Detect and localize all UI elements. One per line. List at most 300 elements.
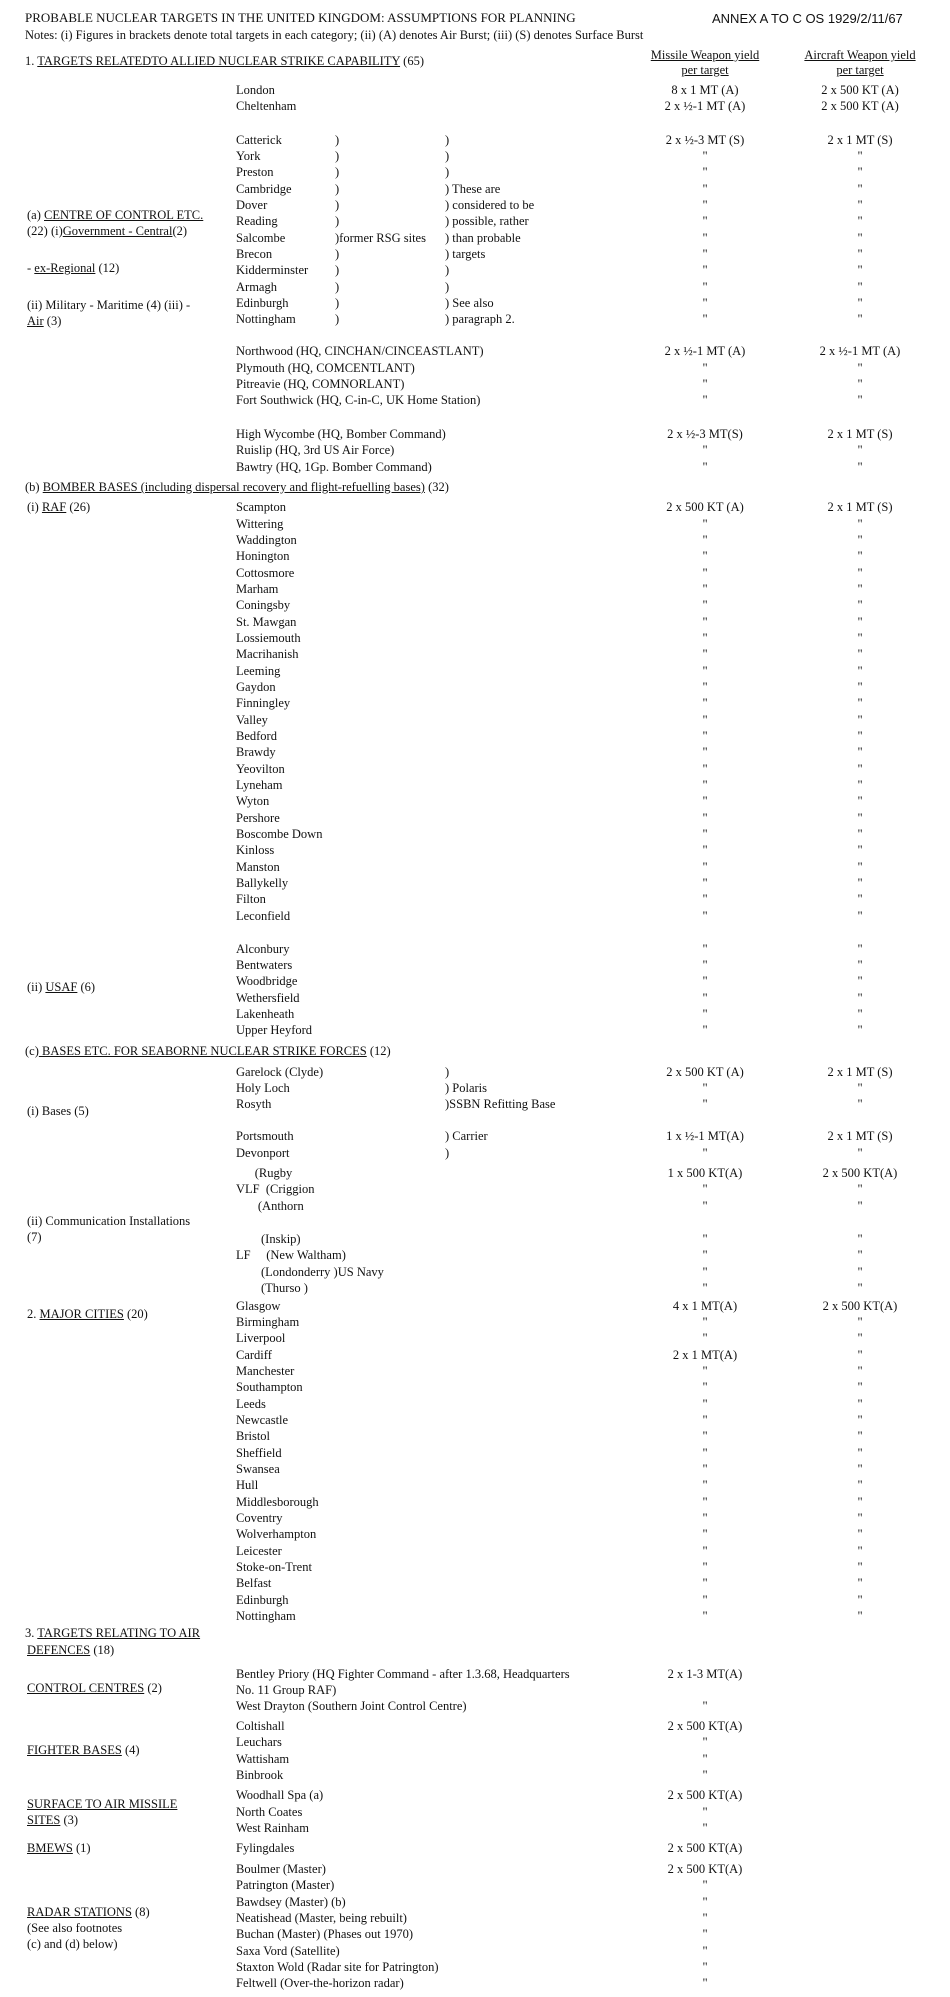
target-row bbox=[0, 262, 950, 278]
target-name: Armagh bbox=[236, 280, 277, 294]
target-name: Fort Southwick (HQ, C-in-C, UK Home Station) bbox=[236, 393, 481, 407]
target-row bbox=[0, 793, 950, 809]
target-name: Leicester bbox=[236, 1544, 282, 1558]
section-1-heading: 1. TARGETS RELATEDTO ALLIED NUCLEAR STRIKE CAPABILITY (65) bbox=[25, 54, 424, 68]
aircraft-yield-cell: " bbox=[857, 745, 863, 759]
target-row bbox=[0, 1820, 950, 1836]
bracket-note: ) bbox=[445, 149, 450, 163]
missile-yield-cell: " bbox=[702, 1023, 708, 1037]
target-name: Liverpool bbox=[236, 1331, 286, 1345]
target-row bbox=[0, 213, 950, 229]
bracket-note: ) bbox=[445, 165, 450, 179]
missile-yield-cell: " bbox=[702, 1146, 708, 1160]
target-name: Macrihanish bbox=[236, 647, 299, 661]
target-name: Lakenheath bbox=[236, 1007, 295, 1021]
missile-yield-cell: " bbox=[702, 843, 708, 857]
missile-yield-cell: " bbox=[702, 566, 708, 580]
target-row bbox=[0, 826, 950, 842]
target-row bbox=[0, 1575, 950, 1591]
missile-yield-cell: " bbox=[702, 631, 708, 645]
document-title: PROBABLE NUCLEAR TARGETS IN THE UNITED KINGDOM: ASSUMPTIONS FOR PLANNING bbox=[25, 10, 576, 25]
target-row bbox=[0, 630, 950, 646]
target-row bbox=[0, 646, 950, 662]
aircraft-yield-cell: " bbox=[857, 1478, 863, 1492]
target-row bbox=[0, 941, 950, 957]
target-name: Northwood (HQ, CINCHAN/CINCEASTLANT) bbox=[236, 344, 484, 358]
missile-yield-cell: " bbox=[702, 909, 708, 923]
target-row bbox=[0, 1751, 950, 1767]
target-row bbox=[0, 1064, 950, 1080]
target-name: Coltishall bbox=[236, 1719, 285, 1733]
missile-yield-cell: " bbox=[702, 1478, 708, 1492]
missile-yield-cell: " bbox=[702, 958, 708, 972]
aircraft-yield-cell: 2 x 1 MT (S) bbox=[827, 427, 893, 441]
aircraft-yield-cell: " bbox=[857, 729, 863, 743]
missile-yield-cell: " bbox=[702, 991, 708, 1005]
target-row bbox=[0, 516, 950, 532]
aircraft-yield-cell: " bbox=[857, 361, 863, 375]
target-name: Leeming bbox=[236, 664, 281, 678]
aircraft-yield-cell: " bbox=[857, 517, 863, 531]
bmews-label: BMEWS (1) bbox=[27, 1841, 91, 1855]
aircraft-yield-cell: " bbox=[857, 296, 863, 310]
target-row bbox=[0, 1280, 950, 1296]
target-row bbox=[0, 859, 950, 875]
target-row bbox=[0, 1396, 950, 1412]
target-name: Cottosmore bbox=[236, 566, 295, 580]
target-name: Brawdy bbox=[236, 745, 276, 759]
missile-yield-cell: 2 x 500 KT (A) bbox=[666, 1065, 744, 1079]
communication-count-label: (7) bbox=[27, 1230, 42, 1244]
target-name: Salcombe bbox=[236, 231, 286, 245]
target-name: Ballykelly bbox=[236, 876, 289, 890]
target-name: Nottingham bbox=[236, 1609, 296, 1623]
aircraft-yield-cell: " bbox=[857, 664, 863, 678]
missile-yield-cell: " bbox=[702, 1895, 708, 1909]
target-name: Edinburgh bbox=[236, 1593, 289, 1607]
aircraft-yield-cell: 2 x 500 KT (A) bbox=[821, 99, 899, 113]
target-name: North Coates bbox=[236, 1805, 303, 1819]
missile-yield-cell: " bbox=[702, 165, 708, 179]
missile-yield-cell: " bbox=[702, 1413, 708, 1427]
missile-yield-cell: " bbox=[702, 1364, 708, 1378]
aircraft-yield-cell: 2 x 500 KT(A) bbox=[822, 1299, 898, 1313]
missile-yield-cell: " bbox=[702, 247, 708, 261]
missile-yield-cell: " bbox=[702, 1281, 708, 1295]
aircraft-yield-cell: " bbox=[857, 1023, 863, 1037]
missile-yield-cell: 1 x 500 KT(A) bbox=[667, 1166, 743, 1180]
aircraft-yield-cell: " bbox=[857, 827, 863, 841]
target-row bbox=[0, 82, 950, 98]
target-row bbox=[0, 181, 950, 197]
target-name: Cardiff bbox=[236, 1348, 272, 1362]
target-row bbox=[0, 426, 950, 442]
target-row bbox=[0, 279, 950, 295]
missile-yield-cell: " bbox=[702, 1960, 708, 1974]
bracket-note: ) bbox=[335, 165, 340, 179]
target-row bbox=[0, 164, 950, 180]
target-name: London bbox=[236, 83, 275, 97]
target-row bbox=[0, 1298, 950, 1314]
target-row bbox=[0, 810, 950, 826]
target-name: No. 11 Group RAF) bbox=[236, 1683, 337, 1697]
bracket-note: ) targets bbox=[445, 247, 486, 261]
target-row bbox=[0, 1510, 950, 1526]
target-row bbox=[0, 663, 950, 679]
bracket-note: ) bbox=[335, 214, 340, 228]
target-row bbox=[0, 1347, 950, 1363]
target-row bbox=[0, 1734, 950, 1750]
target-name: Boulmer (Master) bbox=[236, 1862, 326, 1876]
target-row bbox=[0, 1666, 950, 1682]
target-row bbox=[0, 744, 950, 760]
target-row bbox=[0, 1494, 950, 1510]
missile-yield-cell: 2 x 1 MT(A) bbox=[672, 1348, 738, 1362]
target-name: Devonport bbox=[236, 1146, 290, 1160]
target-name: Dover bbox=[236, 198, 268, 212]
bomber-bases-heading: (b) BOMBER BASES (including dispersal recovery and flight-refuelling bases) (32) bbox=[25, 480, 449, 494]
bracket-note: ) bbox=[445, 280, 450, 294]
target-row bbox=[0, 1330, 950, 1346]
radar-note-line2: (c) and (d) below) bbox=[27, 1937, 118, 1951]
missile-yield-cell: " bbox=[702, 517, 708, 531]
bracket-note: ) bbox=[445, 1065, 450, 1079]
aircraft-yield-cell: " bbox=[857, 1397, 863, 1411]
aircraft-yield-cell: " bbox=[857, 762, 863, 776]
target-name: Coningsby bbox=[236, 598, 291, 612]
target-name: Pershore bbox=[236, 811, 280, 825]
missile-yield-cell: 2 x 500 KT(A) bbox=[667, 1841, 743, 1855]
bracket-note: ) These are bbox=[445, 182, 501, 196]
target-name: Wattisham bbox=[236, 1752, 290, 1766]
missile-yield-cell: " bbox=[702, 1593, 708, 1607]
aircraft-yield-cell: " bbox=[857, 1380, 863, 1394]
aircraft-yield-cell: 2 x 1 MT (S) bbox=[827, 1065, 893, 1079]
bracket-note: ) bbox=[335, 263, 340, 277]
bracket-note: ) bbox=[445, 263, 450, 277]
target-name: Bristol bbox=[236, 1429, 271, 1443]
target-row bbox=[0, 1910, 950, 1926]
target-name: Bawtry (HQ, 1Gp. Bomber Command) bbox=[236, 460, 432, 474]
target-row bbox=[0, 1975, 950, 1991]
target-row bbox=[0, 973, 950, 989]
aircraft-yield-header: Aircraft Weapon yield per target bbox=[804, 48, 916, 77]
aircraft-yield-cell: " bbox=[857, 811, 863, 825]
air-defences-heading: 3. TARGETS RELATING TO AIR bbox=[25, 1626, 201, 1640]
aircraft-yield-cell: " bbox=[857, 280, 863, 294]
missile-yield-cell: " bbox=[702, 361, 708, 375]
target-name: Brecon bbox=[236, 247, 273, 261]
aircraft-yield-cell: " bbox=[857, 1265, 863, 1279]
aircraft-yield-cell: " bbox=[857, 1446, 863, 1460]
target-name: Southampton bbox=[236, 1380, 303, 1394]
target-row bbox=[0, 392, 950, 408]
aircraft-yield-cell: " bbox=[857, 647, 863, 661]
target-row bbox=[0, 1526, 950, 1542]
target-row bbox=[0, 1314, 950, 1330]
target-name: Filton bbox=[236, 892, 266, 906]
target-name: Reading bbox=[236, 214, 278, 228]
target-row bbox=[0, 761, 950, 777]
target-name: Binbrook bbox=[236, 1768, 284, 1782]
aircraft-yield-cell: " bbox=[857, 713, 863, 727]
aircraft-yield-cell: " bbox=[857, 1081, 863, 1095]
missile-yield-cell: " bbox=[702, 1699, 708, 1713]
target-name: Waddington bbox=[236, 533, 297, 547]
aircraft-yield-cell: " bbox=[857, 1315, 863, 1329]
target-row bbox=[0, 1787, 950, 1803]
aircraft-yield-cell: " bbox=[857, 696, 863, 710]
target-name: Bentley Priory (HQ Fighter Command - after 1.3.68, Headquarters bbox=[236, 1667, 570, 1681]
target-row bbox=[0, 1608, 950, 1624]
missile-yield-cell: " bbox=[702, 1007, 708, 1021]
missile-yield-cell: 2 x ½-1 MT (A) bbox=[664, 344, 746, 358]
missile-yield-cell: " bbox=[702, 598, 708, 612]
aircraft-yield-cell: " bbox=[857, 231, 863, 245]
target-row bbox=[0, 1128, 950, 1144]
bracket-note: ) bbox=[335, 133, 340, 147]
missile-yield-cell: 4 x 1 MT(A) bbox=[672, 1299, 738, 1313]
missile-yield-cell: " bbox=[702, 811, 708, 825]
target-row bbox=[0, 1022, 950, 1038]
target-row bbox=[0, 728, 950, 744]
aircraft-yield-cell: " bbox=[857, 1429, 863, 1443]
aircraft-yield-cell: " bbox=[857, 615, 863, 629]
notes-line: Notes: (i) Figures in brackets denote total targets in each category; (ii) (A) denotes Air Burst; (iii) (S) denotes Surface Burst bbox=[25, 28, 644, 42]
missile-yield-cell: " bbox=[702, 1232, 708, 1246]
missile-yield-cell: " bbox=[702, 1380, 708, 1394]
target-name: Bawdsey (Master) (b) bbox=[236, 1895, 346, 1909]
target-name: West Drayton (Southern Joint Control Centre) bbox=[236, 1699, 467, 1713]
missile-yield-cell: " bbox=[702, 393, 708, 407]
target-row bbox=[0, 1767, 950, 1783]
bracket-note: ) bbox=[335, 247, 340, 261]
target-name: York bbox=[236, 149, 261, 163]
aircraft-yield-cell: " bbox=[857, 942, 863, 956]
target-row bbox=[0, 1698, 950, 1714]
target-name: Birmingham bbox=[236, 1315, 300, 1329]
target-name: Honington bbox=[236, 549, 290, 563]
target-name: Rosyth bbox=[236, 1097, 272, 1111]
missile-yield-cell: " bbox=[702, 214, 708, 228]
missile-yield-cell: " bbox=[702, 231, 708, 245]
target-row bbox=[0, 597, 950, 613]
target-name: Wolverhampton bbox=[236, 1527, 317, 1541]
missile-yield-cell: " bbox=[702, 1976, 708, 1990]
seaborne-bases-heading: (c) BASES ETC. FOR SEABORNE NUCLEAR STRIKE FORCES (12) bbox=[25, 1044, 391, 1058]
aircraft-yield-cell: " bbox=[857, 460, 863, 474]
missile-yield-cell: " bbox=[702, 443, 708, 457]
missile-yield-cell: " bbox=[702, 549, 708, 563]
target-name: Edinburgh bbox=[236, 296, 289, 310]
aircraft-yield-cell: " bbox=[857, 631, 863, 645]
aircraft-yield-cell: " bbox=[857, 1348, 863, 1362]
target-row bbox=[0, 1165, 950, 1181]
target-name: Kinloss bbox=[236, 843, 275, 857]
aircraft-yield-cell: 2 x 500 KT(A) bbox=[822, 1166, 898, 1180]
target-row bbox=[0, 1379, 950, 1395]
aircraft-yield-cell: " bbox=[857, 549, 863, 563]
target-name: Finningley bbox=[236, 696, 291, 710]
aircraft-yield-cell: " bbox=[857, 1527, 863, 1541]
major-cities-heading: 2. MAJOR CITIES (20) bbox=[27, 1307, 148, 1321]
target-name: Preston bbox=[236, 165, 274, 179]
target-row bbox=[0, 1926, 950, 1942]
missile-yield-cell: " bbox=[702, 460, 708, 474]
target-row bbox=[0, 1840, 950, 1856]
target-row bbox=[0, 148, 950, 164]
missile-yield-cell: 2 x 500 KT(A) bbox=[667, 1862, 743, 1876]
aircraft-yield-cell: 2 x ½-1 MT (A) bbox=[819, 344, 901, 358]
control-centres-label: CONTROL CENTRES (2) bbox=[27, 1681, 162, 1695]
missile-yield-cell: 2 x 1-3 MT(A) bbox=[667, 1667, 743, 1681]
aircraft-yield-cell: " bbox=[857, 247, 863, 261]
aircraft-yield-cell: " bbox=[857, 778, 863, 792]
missile-yield-cell: " bbox=[702, 1097, 708, 1111]
target-row bbox=[0, 565, 950, 581]
target-row bbox=[0, 1477, 950, 1493]
bracket-note: ) Polaris bbox=[445, 1081, 488, 1095]
missile-yield-cell: 2 x 500 KT (A) bbox=[666, 500, 744, 514]
target-name: Buchan (Master) (Phases out 1970) bbox=[236, 1927, 414, 1941]
aircraft-yield-cell: " bbox=[857, 794, 863, 808]
missile-yield-cell: 1 x ½-1 MT(A) bbox=[666, 1129, 744, 1143]
missile-yield-cell: " bbox=[702, 1265, 708, 1279]
missile-yield-cell: " bbox=[702, 263, 708, 277]
aircraft-yield-cell: " bbox=[857, 1462, 863, 1476]
target-name: Wethersfield bbox=[236, 991, 300, 1005]
target-row bbox=[0, 679, 950, 695]
missile-yield-cell: " bbox=[702, 1927, 708, 1941]
missile-yield-cell: " bbox=[702, 1878, 708, 1892]
missile-yield-header: Missile Weapon yield per target bbox=[650, 48, 760, 77]
target-name: Lossiemouth bbox=[236, 631, 301, 645]
target-row bbox=[0, 1894, 950, 1910]
aircraft-yield-cell: " bbox=[857, 1544, 863, 1558]
target-name: Glasgow bbox=[236, 1299, 281, 1313]
aircraft-yield-cell: 2 x 500 KT (A) bbox=[821, 83, 899, 97]
target-name: Newcastle bbox=[236, 1413, 289, 1427]
aircraft-yield-cell: " bbox=[857, 1146, 863, 1160]
target-name: VLF (Criggion bbox=[236, 1182, 315, 1196]
target-row bbox=[0, 1445, 950, 1461]
target-row bbox=[0, 442, 950, 458]
target-row bbox=[0, 132, 950, 148]
aircraft-yield-cell: " bbox=[857, 312, 863, 326]
missile-yield-cell: " bbox=[702, 1248, 708, 1262]
aircraft-yield-cell: 2 x 1 MT (S) bbox=[827, 500, 893, 514]
target-name: Kidderminster bbox=[236, 263, 309, 277]
target-name: Boscombe Down bbox=[236, 827, 323, 841]
aircraft-yield-cell: " bbox=[857, 1281, 863, 1295]
target-row bbox=[0, 532, 950, 548]
target-row bbox=[0, 295, 950, 311]
target-row bbox=[0, 548, 950, 564]
missile-yield-cell: " bbox=[702, 198, 708, 212]
aircraft-yield-cell: " bbox=[857, 843, 863, 857]
aircraft-yield-cell: " bbox=[857, 582, 863, 596]
missile-yield-cell: " bbox=[702, 149, 708, 163]
aircraft-yield-cell: 2 x 1 MT (S) bbox=[827, 133, 893, 147]
target-name: Sheffield bbox=[236, 1446, 282, 1460]
air-label: Air (3) bbox=[27, 314, 62, 328]
aircraft-yield-cell: " bbox=[857, 860, 863, 874]
target-row bbox=[0, 459, 950, 475]
target-name: Belfast bbox=[236, 1576, 272, 1590]
aircraft-yield-cell: " bbox=[857, 1560, 863, 1574]
aircraft-yield-cell: " bbox=[857, 198, 863, 212]
target-row bbox=[0, 1006, 950, 1022]
bracket-note: ) See also bbox=[445, 296, 494, 310]
aircraft-yield-cell: 2 x 1 MT (S) bbox=[827, 1129, 893, 1143]
target-name: Leeds bbox=[236, 1397, 266, 1411]
aircraft-yield-cell: " bbox=[857, 876, 863, 890]
target-name: Garelock (Clyde) bbox=[236, 1065, 324, 1079]
target-name: (Londonderry )US Navy bbox=[236, 1265, 384, 1279]
aircraft-yield-cell: " bbox=[857, 566, 863, 580]
missile-yield-cell: " bbox=[702, 1429, 708, 1443]
target-name: (Rugby bbox=[236, 1166, 293, 1180]
bracket-note: ) bbox=[335, 198, 340, 212]
target-row bbox=[0, 360, 950, 376]
target-name: Patrington (Master) bbox=[236, 1878, 335, 1892]
target-name: (Thurso ) bbox=[236, 1281, 308, 1295]
target-name: Hull bbox=[236, 1478, 259, 1492]
target-row bbox=[0, 1543, 950, 1559]
centre-of-control-heading: (a) CENTRE OF CONTROL ETC. bbox=[27, 208, 204, 222]
target-row bbox=[0, 891, 950, 907]
missile-yield-cell: " bbox=[702, 1081, 708, 1095]
target-name: Yeovilton bbox=[236, 762, 285, 776]
missile-yield-cell: " bbox=[702, 1821, 708, 1835]
missile-yield-cell: " bbox=[702, 1752, 708, 1766]
missile-yield-cell: " bbox=[702, 1182, 708, 1196]
target-name: Stoke-on-Trent bbox=[236, 1560, 312, 1574]
missile-yield-cell: " bbox=[702, 647, 708, 661]
target-name: Holy Loch bbox=[236, 1081, 290, 1095]
aircraft-yield-cell: " bbox=[857, 1364, 863, 1378]
target-row bbox=[0, 1412, 950, 1428]
radar-stations-label: RADAR STATIONS (8) bbox=[27, 1905, 150, 1919]
target-row bbox=[0, 1559, 950, 1575]
missile-yield-cell: " bbox=[702, 1527, 708, 1541]
target-name: Lyneham bbox=[236, 778, 283, 792]
missile-yield-cell: " bbox=[702, 713, 708, 727]
aircraft-yield-cell: " bbox=[857, 533, 863, 547]
missile-yield-cell: " bbox=[702, 377, 708, 391]
bases-5-label: (i) Bases (5) bbox=[27, 1104, 89, 1118]
missile-yield-cell: " bbox=[702, 1576, 708, 1590]
missile-yield-cell: 2 x ½-3 MT(S) bbox=[667, 427, 743, 441]
missile-yield-cell: " bbox=[702, 1911, 708, 1925]
aircraft-yield-cell: " bbox=[857, 1097, 863, 1111]
aircraft-yield-cell: " bbox=[857, 1609, 863, 1623]
aircraft-yield-cell: " bbox=[857, 393, 863, 407]
aircraft-yield-cell: " bbox=[857, 165, 863, 179]
missile-yield-cell: " bbox=[702, 296, 708, 310]
aircraft-yield-cell: " bbox=[857, 1511, 863, 1525]
missile-yield-cell: " bbox=[702, 942, 708, 956]
missile-yield-cell: " bbox=[702, 1462, 708, 1476]
bracket-note: ) bbox=[335, 182, 340, 196]
missile-yield-cell: " bbox=[702, 582, 708, 596]
military-maritime-label: (ii) Military - Maritime (4) (iii) - bbox=[27, 298, 191, 312]
aircraft-yield-cell: " bbox=[857, 1576, 863, 1590]
target-name: Bedford bbox=[236, 729, 277, 743]
target-row bbox=[0, 1181, 950, 1197]
bracket-note: )former RSG sites bbox=[335, 231, 426, 245]
aircraft-yield-cell: " bbox=[857, 1331, 863, 1345]
